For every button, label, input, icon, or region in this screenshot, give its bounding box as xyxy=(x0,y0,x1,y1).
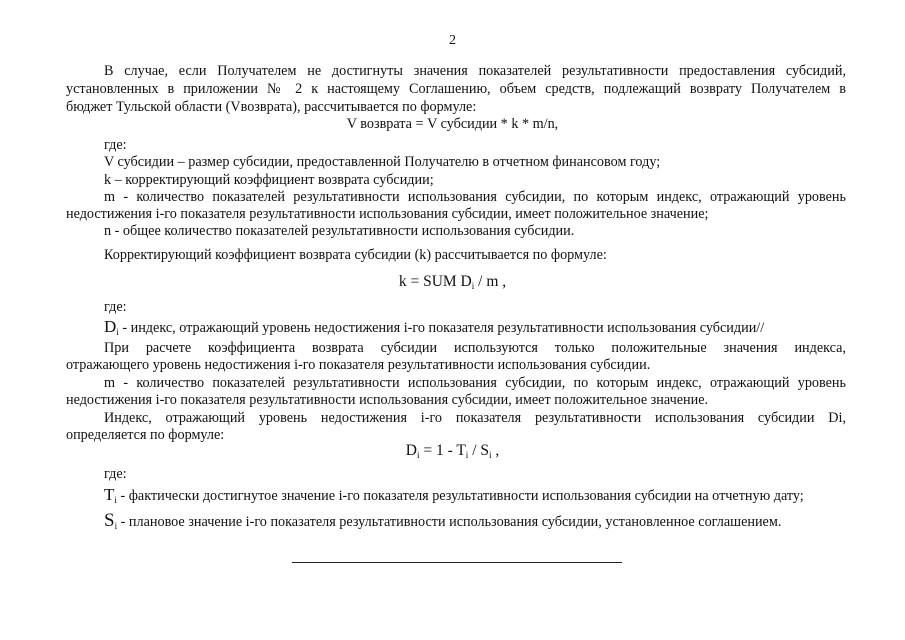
formula-k-tail: / m , xyxy=(474,273,507,290)
page-number: 2 xyxy=(449,33,456,48)
footer-divider xyxy=(292,562,622,563)
symbol-d: D xyxy=(104,317,117,336)
paragraph-line: Индекс, отражающий уровень недостижения i-го показателя результативности использования субсидии Di, xyxy=(104,410,846,426)
definition-k: k – корректирующий коэффициент возврата субсидии; xyxy=(104,172,434,188)
definition-m: m - количество показателей результативности использования субсидии, по которым индекс, отражающий уровень xyxy=(104,189,846,205)
where-label: где: xyxy=(104,137,127,153)
definition-text: - плановое значение i-го показателя результативности использования субсидии, установленное соглашением. xyxy=(117,514,782,530)
symbol-subscript: i xyxy=(116,327,119,337)
paragraph-line: В случае, если Получателем не достигнуты значения показателей результативности предоставления субсидий, xyxy=(104,63,846,79)
formula-d: D xyxy=(405,442,417,459)
definition-text: - фактически достигнутое значение i-го показателя результативности использования субсидии на отчетную дату; xyxy=(116,488,804,504)
symbol-s: S xyxy=(104,510,115,531)
definition-n: n - общее количество показателей результативности использования субсидии. xyxy=(104,223,575,239)
formula-s-subscript: i xyxy=(489,450,492,460)
formula-slash: / S xyxy=(468,442,489,459)
paragraph-line: недостижения i-го показателя результативности использования субсидии, имеет положительное значение. xyxy=(66,392,709,408)
definition-text: - индекс, отражающий уровень недостижения i-го показателя результативности использования субсидии// xyxy=(118,320,765,336)
paragraph-line: определяется по формуле: xyxy=(66,427,225,443)
paragraph-line: установленных в приложении № 2 к настоящему Соглашению, объем средств, подлежащий возврату Получателем в xyxy=(66,81,846,97)
paragraph-k-intro: Корректирующий коэффициент возврата субсидии (k) рассчитывается по формуле: xyxy=(104,247,607,263)
formula-tail: , xyxy=(491,442,500,459)
formula-k-subscript: i xyxy=(471,281,475,291)
definition-ti xyxy=(104,486,846,509)
formula-mid: = 1 - T xyxy=(419,442,466,459)
symbol-subscript: i xyxy=(114,521,118,531)
formula-d-subscript: i xyxy=(416,450,420,460)
where-label: где: xyxy=(104,299,127,315)
where-label: где: xyxy=(104,466,127,482)
paragraph-line: бюджет Тульской области (Vвозврата), рассчитывается по формуле: xyxy=(66,99,477,115)
formula-di xyxy=(0,442,905,464)
definition-v: V субсидии – размер субсидии, предоставленной Получателю в отчетном финансовом году; xyxy=(104,154,661,170)
formula-k-main: k = SUM D xyxy=(398,273,472,290)
paragraph-line: При расчете коэффициента возврата субсидии используются только положительные значения индекса, xyxy=(104,340,846,356)
formula-k xyxy=(0,273,905,295)
formula-t-subscript: i xyxy=(465,450,469,460)
symbol-subscript: i xyxy=(114,495,117,505)
definition-di xyxy=(104,318,846,341)
paragraph-line: m - количество показателей результативности использования субсидии, по которым индекс, отражающий уровень xyxy=(104,375,846,391)
definition-si xyxy=(104,512,846,535)
symbol-t: T xyxy=(104,485,115,504)
formula-v-return: V возврата = V субсидии * k * m/n, xyxy=(346,116,559,132)
paragraph-line: отражающего уровень недостижения i-го показателя результативности использования субсидии. xyxy=(66,357,651,373)
definition-m-cont: недостижения i-го показателя результативности использования субсидии, имеет положительное значение; xyxy=(66,206,709,222)
